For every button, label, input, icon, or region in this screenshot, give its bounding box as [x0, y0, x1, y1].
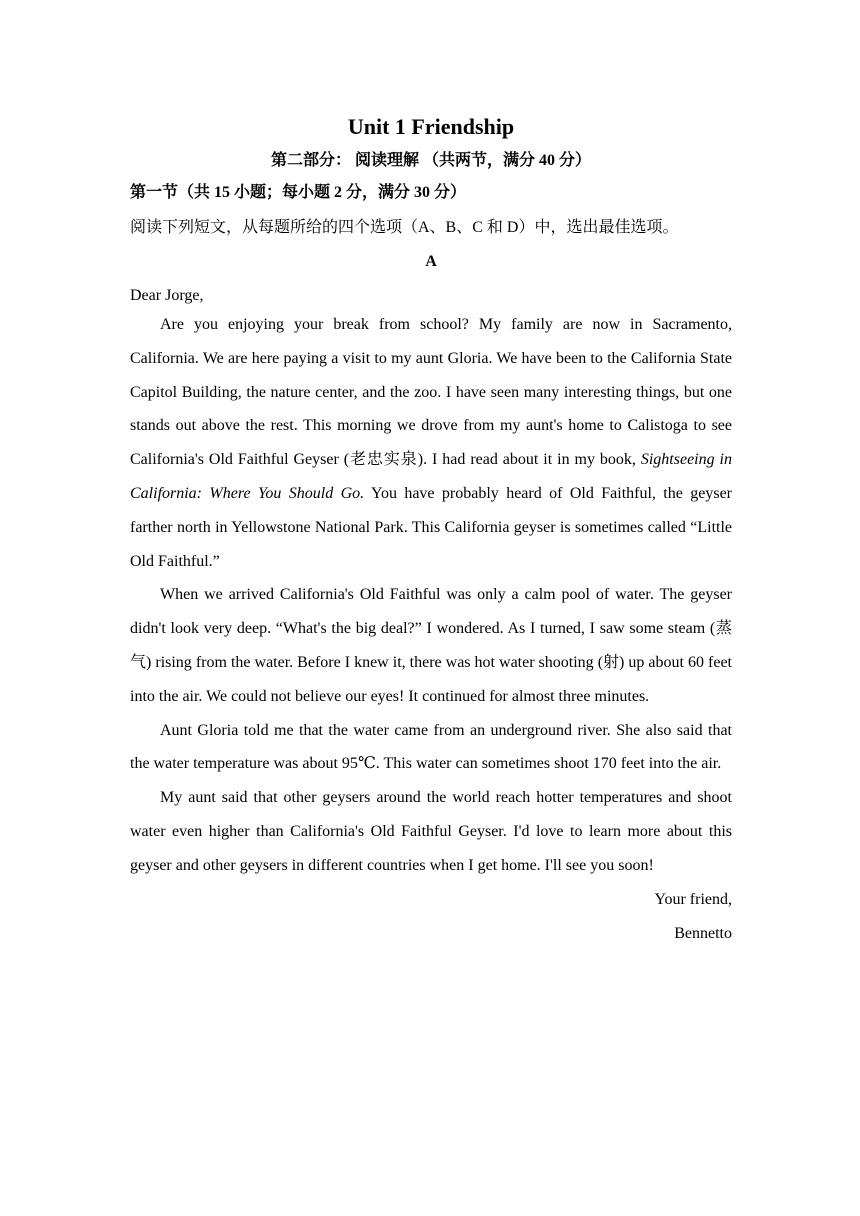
- book-title: Sightseeing in California: Where You Should Go.: [130, 451, 732, 502]
- paragraph-3: Aunt Gloria told me that the water came from an underground river. She also said that the water temperature was about 95℃. This water can sometimes shoot 170 feet into the air.: [130, 721, 732, 773]
- section-heading: 第一节（共 15 小题；每小题 2 分，满分 30 分）: [130, 184, 467, 201]
- paragraph-1-text-end: You have probably heard of Old Faithful, the geyser farther north in Yellowstone National Park. This California geyser is sometimes called “Little Old Faithful.”: [130, 484, 733, 570]
- part-heading: 第二部分： 阅读理解 （共两节，满分 40 分）: [270, 152, 591, 169]
- letter-salutation: Dear Jorge,: [130, 287, 204, 304]
- letter-signature: Bennetto: [674, 924, 732, 942]
- passage-label: A: [425, 253, 437, 270]
- paragraph-1: [130, 308, 732, 578]
- paragraph-4: My aunt said that other geysers around the world reach hotter temperatures and shoot water even higher than California's Old Faithful Geyser. I'd love to learn more about this geyser and other geysers in different countries when I get home. I'll see you soon!: [130, 789, 732, 874]
- page-title: Unit 1 Friendship: [347, 114, 515, 139]
- letter-closing: Your friend,: [654, 890, 732, 908]
- paragraph-2: When we arrived California's Old Faithful was only a calm pool of water. The geyser didn't look very deep. “What's the big deal?” I wondered. As I turned, I saw some steam (蒸气) rising from the water. Before I knew it, there was hot water shooting (射) up about 60 feet into the air. We could not believe our eyes! It continued for almost three minutes.: [130, 586, 732, 705]
- instruction-text: 阅读下列短文，从每题所给的四个选项（A、B、C 和 D）中，选出最佳选项。: [130, 219, 679, 236]
- paragraph-1-text: Are you enjoying your break from school? My family are now in Sacramento, California. We are here paying a visit to my aunt Gloria. We have been to the California State Capitol Building, the nature center, and the zoo. I have seen many interesting things, but one stands out above the rest. This morning we drove from my aunt's home to Calistoga to see California's Old Faithful Geyser (老忠实泉). I had read about it in my book,: [130, 316, 732, 469]
- document-content: [130, 110, 732, 951]
